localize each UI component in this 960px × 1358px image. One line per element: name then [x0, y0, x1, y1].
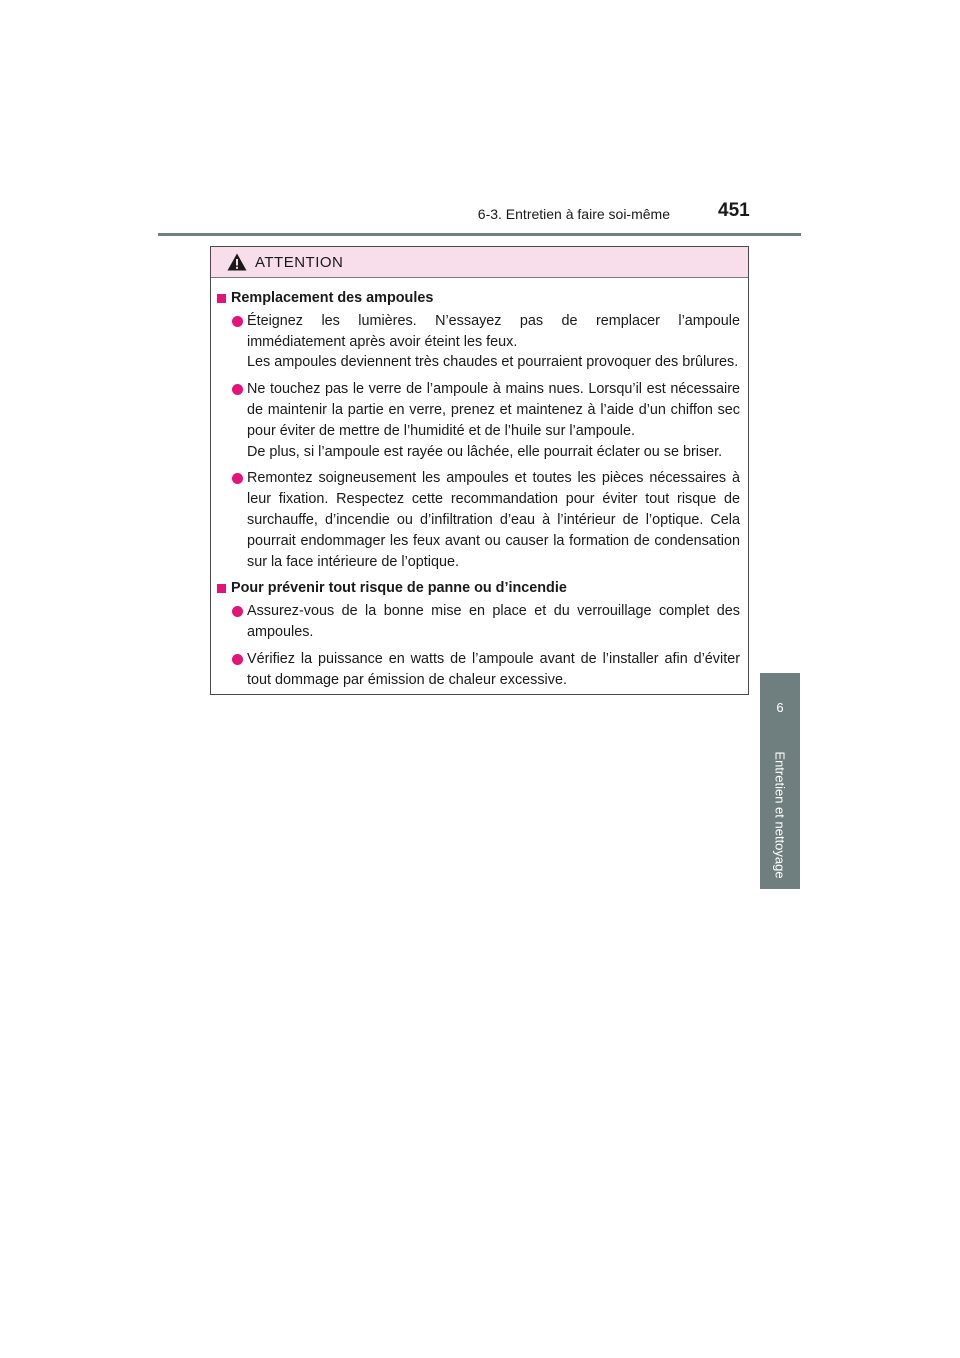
chapter-tab-label: Entretien et nettoyage: [772, 751, 788, 879]
square-bullet-icon: [217, 294, 226, 303]
section-heading: [217, 288, 740, 309]
section-heading: [217, 578, 740, 599]
item-text: Ne touchez pas le verre de l’ampoule à mains nues. Lorsqu’il est nécessaire de maintenir la partie en verre, prenez et maintenez à l’aide d’un chiffon sec pour éviter de mettre de l’humidité et de l’huile sur l’ampoule.: [247, 381, 740, 439]
header-divider: [158, 233, 801, 236]
list-item: [217, 601, 740, 643]
list-item: [217, 311, 740, 373]
list-item: [217, 379, 740, 462]
warning-title: ATTENTION: [255, 253, 344, 271]
circle-bullet-icon: [232, 473, 243, 484]
chapter-tab: [760, 741, 800, 889]
chapter-tab-number: 6: [760, 673, 800, 741]
warning-body: [211, 278, 748, 690]
item-text: Remontez soigneusement les ampoules et toutes les pièces nécessaires à leur fixation. Respectez cette recommandation pour éviter tout risque de surchauffe, d’incendie ou d’infiltration d’eau à l’intérieur de l’optique. Cela pourrait endommager les feux avant ou causer la formation de condensation sur la face intérieure de l’optique.: [247, 470, 740, 570]
item-text: Éteignez les lumières. N’essayez pas de remplacer l’ampoule immédiatement après avoir éteint les feux.: [247, 312, 740, 350]
circle-bullet-icon: [232, 316, 243, 327]
list-item: [217, 468, 740, 572]
section-heading-text: Pour prévenir tout risque de panne ou d’incendie: [231, 580, 567, 597]
item-text: Assurez-vous de la bonne mise en place et du verrouillage complet des ampoules.: [247, 603, 740, 640]
circle-bullet-icon: [232, 654, 243, 665]
item-text: Vérifiez la puissance en watts de l’ampoule avant de l’installer afin d’éviter tout dommage par émission de chaleur excessive.: [247, 650, 740, 688]
page-number: 451: [718, 200, 750, 221]
item-text: Les ampoules deviennent très chaudes et pourraient provoquer des brûlures.: [247, 354, 739, 371]
circle-bullet-icon: [232, 384, 243, 395]
list-item: [217, 649, 740, 691]
warning-triangle-icon: [227, 253, 247, 271]
item-text: De plus, si l’ampoule est rayée ou lâchée, elle pourrait éclater ou se briser.: [247, 443, 723, 460]
square-bullet-icon: [217, 584, 226, 593]
section-title: 6-3. Entretien à faire soi-même: [477, 206, 670, 222]
warning-box: [210, 246, 749, 695]
warning-header: [211, 247, 748, 278]
circle-bullet-icon: [232, 606, 243, 617]
section-heading-text: Remplacement des ampoules: [231, 290, 434, 306]
